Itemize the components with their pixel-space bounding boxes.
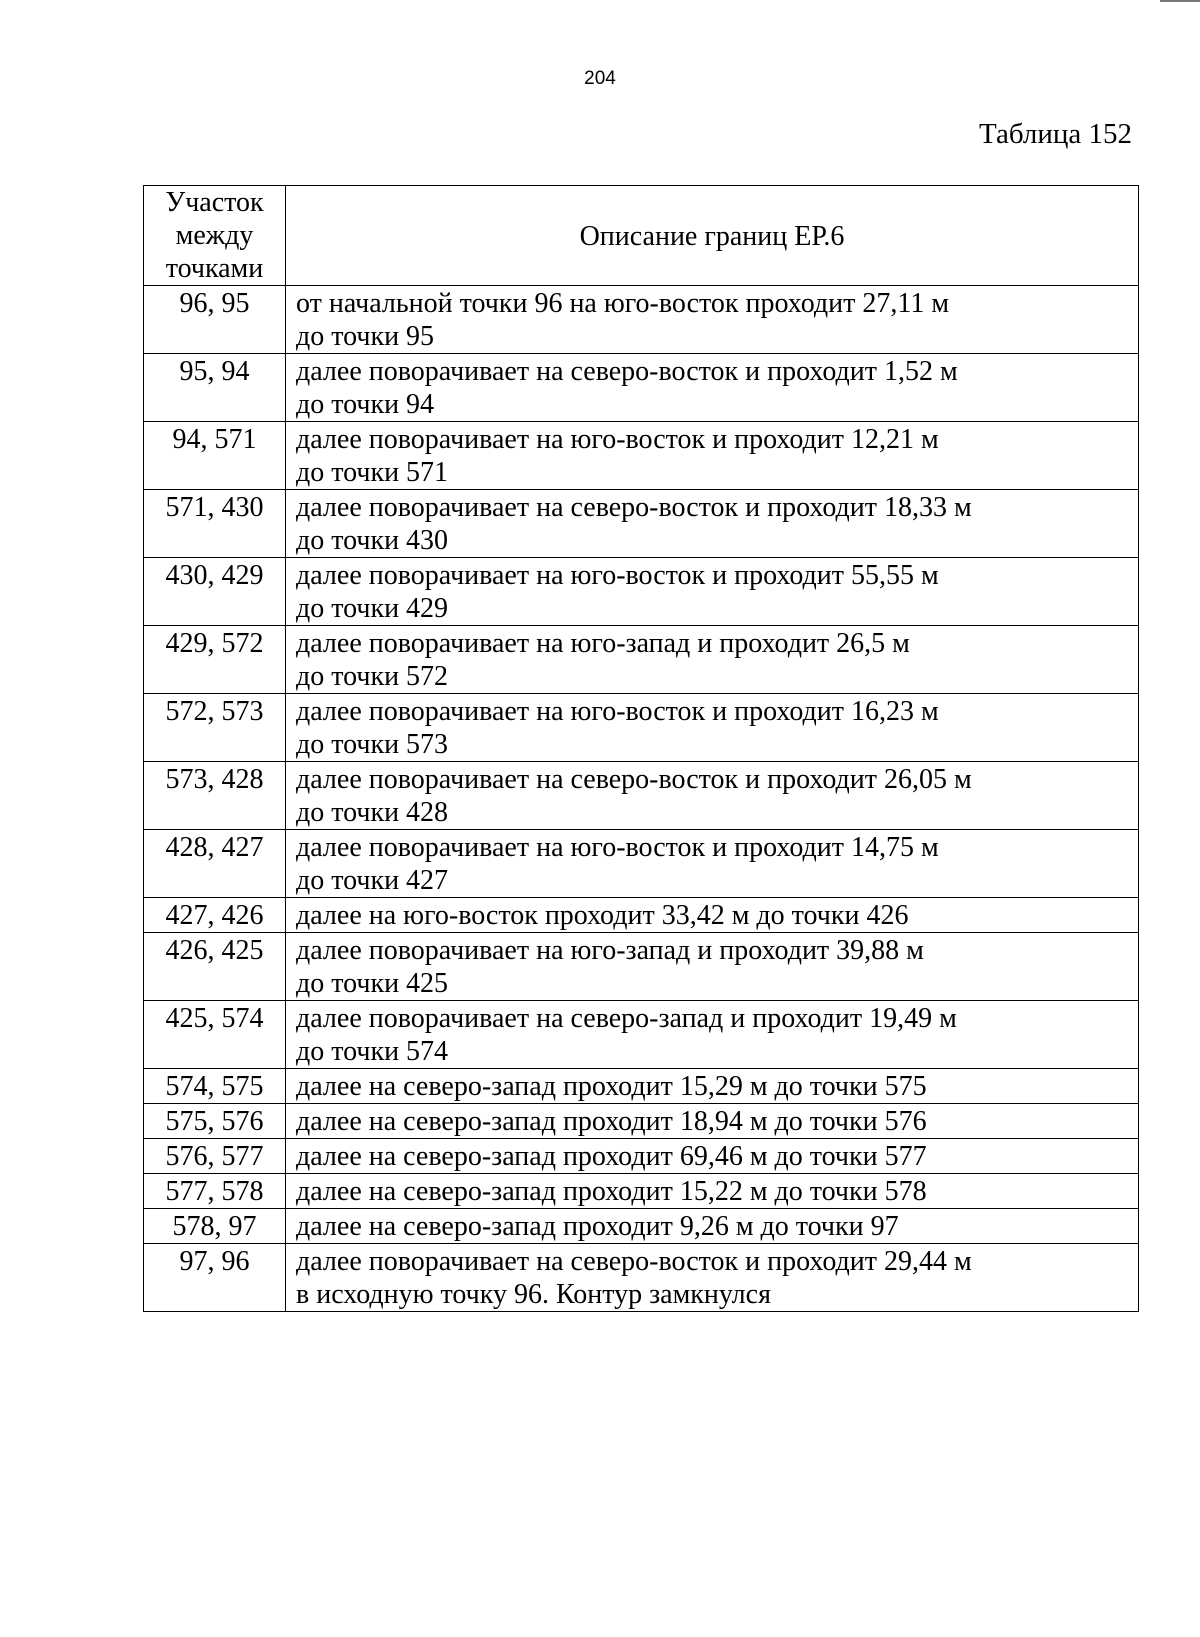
scan-edge-mark (1160, 0, 1200, 2)
description-line: от начальной точки 96 на юго-восток проходит 27,11 м (296, 288, 950, 319)
description-line: далее поворачивает на северо-восток и проходит 1,52 м (296, 356, 958, 387)
table-row (144, 1139, 1139, 1174)
table-row (144, 1104, 1139, 1139)
description-line: до точки 430 (296, 525, 449, 556)
description-cell (286, 830, 1139, 898)
description-line: до точки 429 (296, 593, 449, 624)
segment-cell: 571, 430 (144, 490, 286, 558)
description-cell (286, 762, 1139, 830)
table-body (144, 286, 1139, 1312)
segment-cell: 97, 96 (144, 1244, 286, 1312)
description-line: до точки 425 (296, 968, 449, 999)
description-cell (286, 898, 1139, 933)
segment-cell: 573, 428 (144, 762, 286, 830)
table-row (144, 286, 1139, 354)
description-line: до точки 572 (296, 661, 449, 692)
table-row (144, 1174, 1139, 1209)
segment-cell: 94, 571 (144, 422, 286, 490)
description-line: далее поворачивает на северо-запад и проходит 19,49 м (296, 1003, 957, 1034)
description-line: далее на северо-запад проходит 15,29 м до точки 575 (296, 1071, 927, 1102)
description-cell (286, 558, 1139, 626)
description-line: далее поворачивает на юго-запад и проходит 39,88 м (296, 935, 924, 966)
segment-cell: 425, 574 (144, 1001, 286, 1069)
description-line: далее поворачивает на северо-восток и проходит 26,05 м (296, 764, 972, 795)
header-description: Описание границ ЕР.6 (286, 186, 1139, 286)
table-row (144, 1001, 1139, 1069)
description-line: далее на юго-восток проходит 33,42 м до точки 426 (296, 900, 909, 931)
description-cell (286, 422, 1139, 490)
description-cell (286, 1104, 1139, 1139)
segment-cell: 427, 426 (144, 898, 286, 933)
segment-cell: 576, 577 (144, 1139, 286, 1174)
table-row (144, 694, 1139, 762)
description-cell (286, 354, 1139, 422)
boundary-table (143, 185, 1139, 1312)
description-line: до точки 427 (296, 865, 449, 896)
description-line: далее на северо-запад проходит 15,22 м до точки 578 (296, 1176, 927, 1207)
segment-cell: 572, 573 (144, 694, 286, 762)
segment-cell: 96, 95 (144, 286, 286, 354)
description-line: далее поворачивает на юго-восток и проходит 16,23 м (296, 696, 939, 727)
description-line: далее поворачивает на юго-восток и проходит 55,55 м (296, 560, 939, 591)
description-line: далее поворачивает на юго-запад и проходит 26,5 м (296, 628, 910, 659)
table-row (144, 830, 1139, 898)
segment-cell: 578, 97 (144, 1209, 286, 1244)
table-row (144, 422, 1139, 490)
description-line: до точки 573 (296, 729, 449, 760)
description-cell (286, 1139, 1139, 1174)
description-line: далее поворачивает на северо-восток и проходит 29,44 м (296, 1246, 972, 1277)
description-cell (286, 490, 1139, 558)
description-line: до точки 95 (296, 321, 435, 352)
header-segment: Участок между точками (144, 186, 286, 286)
description-cell (286, 694, 1139, 762)
description-cell (286, 933, 1139, 1001)
table-row (144, 354, 1139, 422)
description-line: до точки 94 (296, 389, 435, 420)
description-cell (286, 1001, 1139, 1069)
table-row (144, 1069, 1139, 1104)
description-line: до точки 574 (296, 1036, 449, 1067)
segment-cell: 577, 578 (144, 1174, 286, 1209)
segment-cell: 426, 425 (144, 933, 286, 1001)
table-row (144, 762, 1139, 830)
segment-cell: 574, 575 (144, 1069, 286, 1104)
description-line: далее на северо-запад проходит 69,46 м до точки 577 (296, 1141, 927, 1172)
description-line: далее поворачивает на северо-восток и проходит 18,33 м (296, 492, 972, 523)
table-row (144, 490, 1139, 558)
segment-cell: 430, 429 (144, 558, 286, 626)
description-line: далее поворачивает на юго-восток и проходит 14,75 м (296, 832, 939, 863)
description-line: до точки 428 (296, 797, 449, 828)
table-header-row (144, 186, 1139, 286)
description-line: далее поворачивает на юго-восток и проходит 12,21 м (296, 424, 939, 455)
table-row (144, 626, 1139, 694)
description-cell (286, 286, 1139, 354)
table-row (144, 1209, 1139, 1244)
segment-cell: 428, 427 (144, 830, 286, 898)
page-number: 204 (584, 68, 616, 89)
description-cell (286, 626, 1139, 694)
description-line: далее на северо-запад проходит 18,94 м до точки 576 (296, 1106, 927, 1137)
segment-cell: 95, 94 (144, 354, 286, 422)
description-line: до точки 571 (296, 457, 449, 488)
table-caption: Таблица 152 (978, 118, 1132, 150)
description-line: далее на северо-запад проходит 9,26 м до точки 97 (296, 1211, 899, 1242)
table-row (144, 558, 1139, 626)
description-cell (286, 1209, 1139, 1244)
table-row (144, 933, 1139, 1001)
description-line: в исходную точку 96. Контур замкнулся (296, 1279, 771, 1310)
description-cell (286, 1174, 1139, 1209)
description-cell (286, 1244, 1139, 1312)
segment-cell: 575, 576 (144, 1104, 286, 1139)
description-cell (286, 1069, 1139, 1104)
table-row (144, 898, 1139, 933)
table-row (144, 1244, 1139, 1312)
segment-cell: 429, 572 (144, 626, 286, 694)
